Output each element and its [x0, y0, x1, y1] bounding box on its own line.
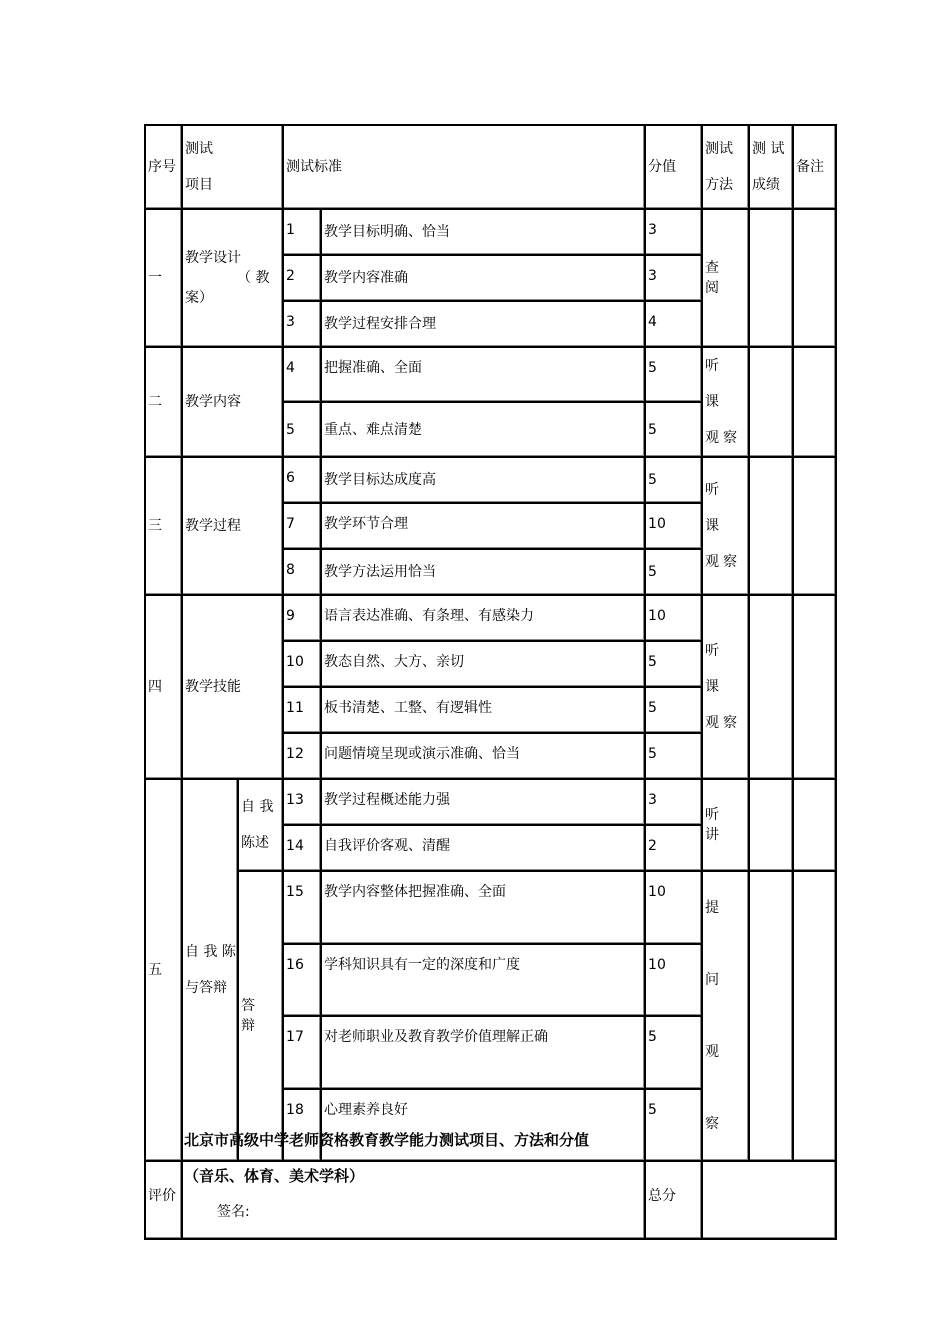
table-row — [146, 210, 837, 256]
row-number: 10 — [284, 642, 322, 688]
row-score: 5 — [646, 688, 703, 734]
row-standard: 教学过程安排合理 — [322, 302, 646, 348]
table-row — [146, 872, 837, 945]
section-remark-cell[interactable] — [794, 210, 837, 348]
section-seq: 五 — [146, 780, 183, 1162]
row-number: 14 — [284, 826, 322, 872]
section-method: 听 课 观察 — [703, 596, 750, 780]
section-result-cell[interactable] — [750, 780, 794, 872]
row-number: 15 — [284, 872, 322, 945]
section-remark-cell[interactable] — [794, 348, 837, 458]
row-score: 2 — [646, 826, 703, 872]
row-standard: 教学目标明确、恰当 — [322, 210, 646, 256]
eval-label: 评价 — [146, 1162, 183, 1240]
row-score: 5 — [646, 1017, 703, 1090]
section-result-cell[interactable] — [750, 210, 794, 348]
section-method: 查 阅 — [703, 210, 750, 348]
total-value-cell[interactable] — [703, 1162, 837, 1240]
row-score: 10 — [646, 872, 703, 945]
row-number: 7 — [284, 504, 322, 550]
row-score: 5 — [646, 734, 703, 780]
section-method: 听 讲 — [703, 780, 750, 872]
subsection-defense: 答 辩 — [239, 872, 284, 1162]
row-standard: 教学环节合理 — [322, 504, 646, 550]
row-score: 3 — [646, 256, 703, 302]
section-method: 提 问 观 察 — [703, 872, 750, 1162]
row-score: 10 — [646, 596, 703, 642]
row-standard: 自我评价客观、清醒 — [322, 826, 646, 872]
row-score: 3 — [646, 210, 703, 256]
section-remark-cell[interactable] — [794, 596, 837, 780]
header-score: 分值 — [646, 126, 703, 210]
evaluation-table — [144, 124, 837, 1240]
section-item: 教学内容 — [183, 348, 284, 458]
table-row — [146, 780, 837, 826]
header-method: 测试 方法 — [703, 126, 750, 210]
row-standard: 对老师职业及教育教学价值理解正确 — [322, 1017, 646, 1090]
row-number: 5 — [284, 403, 322, 458]
section-seq: 一 — [146, 210, 183, 348]
section-remark-cell[interactable] — [794, 872, 837, 1162]
row-number: 2 — [284, 256, 322, 302]
section-seq: 三 — [146, 458, 183, 596]
row-number: 4 — [284, 348, 322, 403]
row-number: 12 — [284, 734, 322, 780]
section-item: 自 我 陈 与答辩 — [183, 780, 239, 1162]
row-score: 5 — [646, 642, 703, 688]
section-result-cell[interactable] — [750, 458, 794, 596]
row-number: 13 — [284, 780, 322, 826]
row-standard: 问题情境呈现或演示准确、恰当 — [322, 734, 646, 780]
row-score: 5 — [646, 550, 703, 596]
row-number: 18 — [284, 1090, 322, 1163]
section-seq: 二 — [146, 348, 183, 458]
row-number: 8 — [284, 550, 322, 596]
row-standard: 教学过程概述能力强 — [322, 780, 646, 826]
row-number: 6 — [284, 458, 322, 504]
signature-label: 签名: — [217, 1204, 250, 1220]
row-standard: 教态自然、大方、亲切 — [322, 642, 646, 688]
section-item: 教学过程 — [183, 458, 284, 596]
row-standard: 心理素养良好 — [322, 1090, 646, 1163]
total-label: 总分 — [646, 1162, 703, 1240]
header-result: 测 试 成绩 — [750, 126, 794, 210]
header-remark: 备注 — [794, 126, 837, 210]
row-standard: 学科知识具有一定的深度和广度 — [322, 945, 646, 1018]
row-standard: 教学内容整体把握准确、全面 — [322, 872, 646, 945]
row-score: 5 — [646, 403, 703, 458]
section-seq: 四 — [146, 596, 183, 780]
section-remark-cell[interactable] — [794, 780, 837, 872]
header-row — [146, 126, 837, 210]
row-number: 16 — [284, 945, 322, 1018]
row-score: 4 — [646, 302, 703, 348]
row-score: 5 — [646, 1090, 703, 1163]
header-seq: 序号 — [146, 126, 183, 210]
table-row — [146, 348, 837, 403]
section-result-cell[interactable] — [750, 596, 794, 780]
evaluation-table-container — [144, 124, 837, 1240]
row-score: 5 — [646, 348, 703, 403]
section-item: 教学设计 （ 教 案） — [183, 210, 284, 348]
row-standard: 教学目标达成度高 — [322, 458, 646, 504]
document-subtitle: （音乐、体育、美术学科） — [184, 1167, 365, 1185]
row-standard: 教学方法运用恰当 — [322, 550, 646, 596]
row-standard: 重点、难点清楚 — [322, 403, 646, 458]
section-method: 听 课 观察 — [703, 348, 750, 458]
subsection-self-statement: 自 我 陈述 — [239, 780, 284, 872]
row-score: 10 — [646, 945, 703, 1018]
header-item: 测试 项目 — [183, 126, 284, 210]
row-number: 3 — [284, 302, 322, 348]
row-score: 10 — [646, 504, 703, 550]
row-number: 11 — [284, 688, 322, 734]
table-row — [146, 458, 837, 504]
row-number: 9 — [284, 596, 322, 642]
document-title: 北京市高级中学老师资格教育教学能力测试项目、方法和分值 — [184, 1131, 590, 1149]
section-method: 听 课 观察 — [703, 458, 750, 596]
row-standard: 语言表达准确、有条理、有感染力 — [322, 596, 646, 642]
row-standard: 教学内容准确 — [322, 256, 646, 302]
section-result-cell[interactable] — [750, 348, 794, 458]
row-score: 5 — [646, 458, 703, 504]
row-number: 17 — [284, 1017, 322, 1090]
table-row — [146, 596, 837, 642]
section-remark-cell[interactable] — [794, 458, 837, 596]
section-result-cell[interactable] — [750, 872, 794, 1162]
row-number: 1 — [284, 210, 322, 256]
row-standard: 板书清楚、工整、有逻辑性 — [322, 688, 646, 734]
row-score: 3 — [646, 780, 703, 826]
row-standard: 把握准确、全面 — [322, 348, 646, 403]
header-standard: 测试标准 — [284, 126, 646, 210]
section-item: 教学技能 — [183, 596, 284, 780]
